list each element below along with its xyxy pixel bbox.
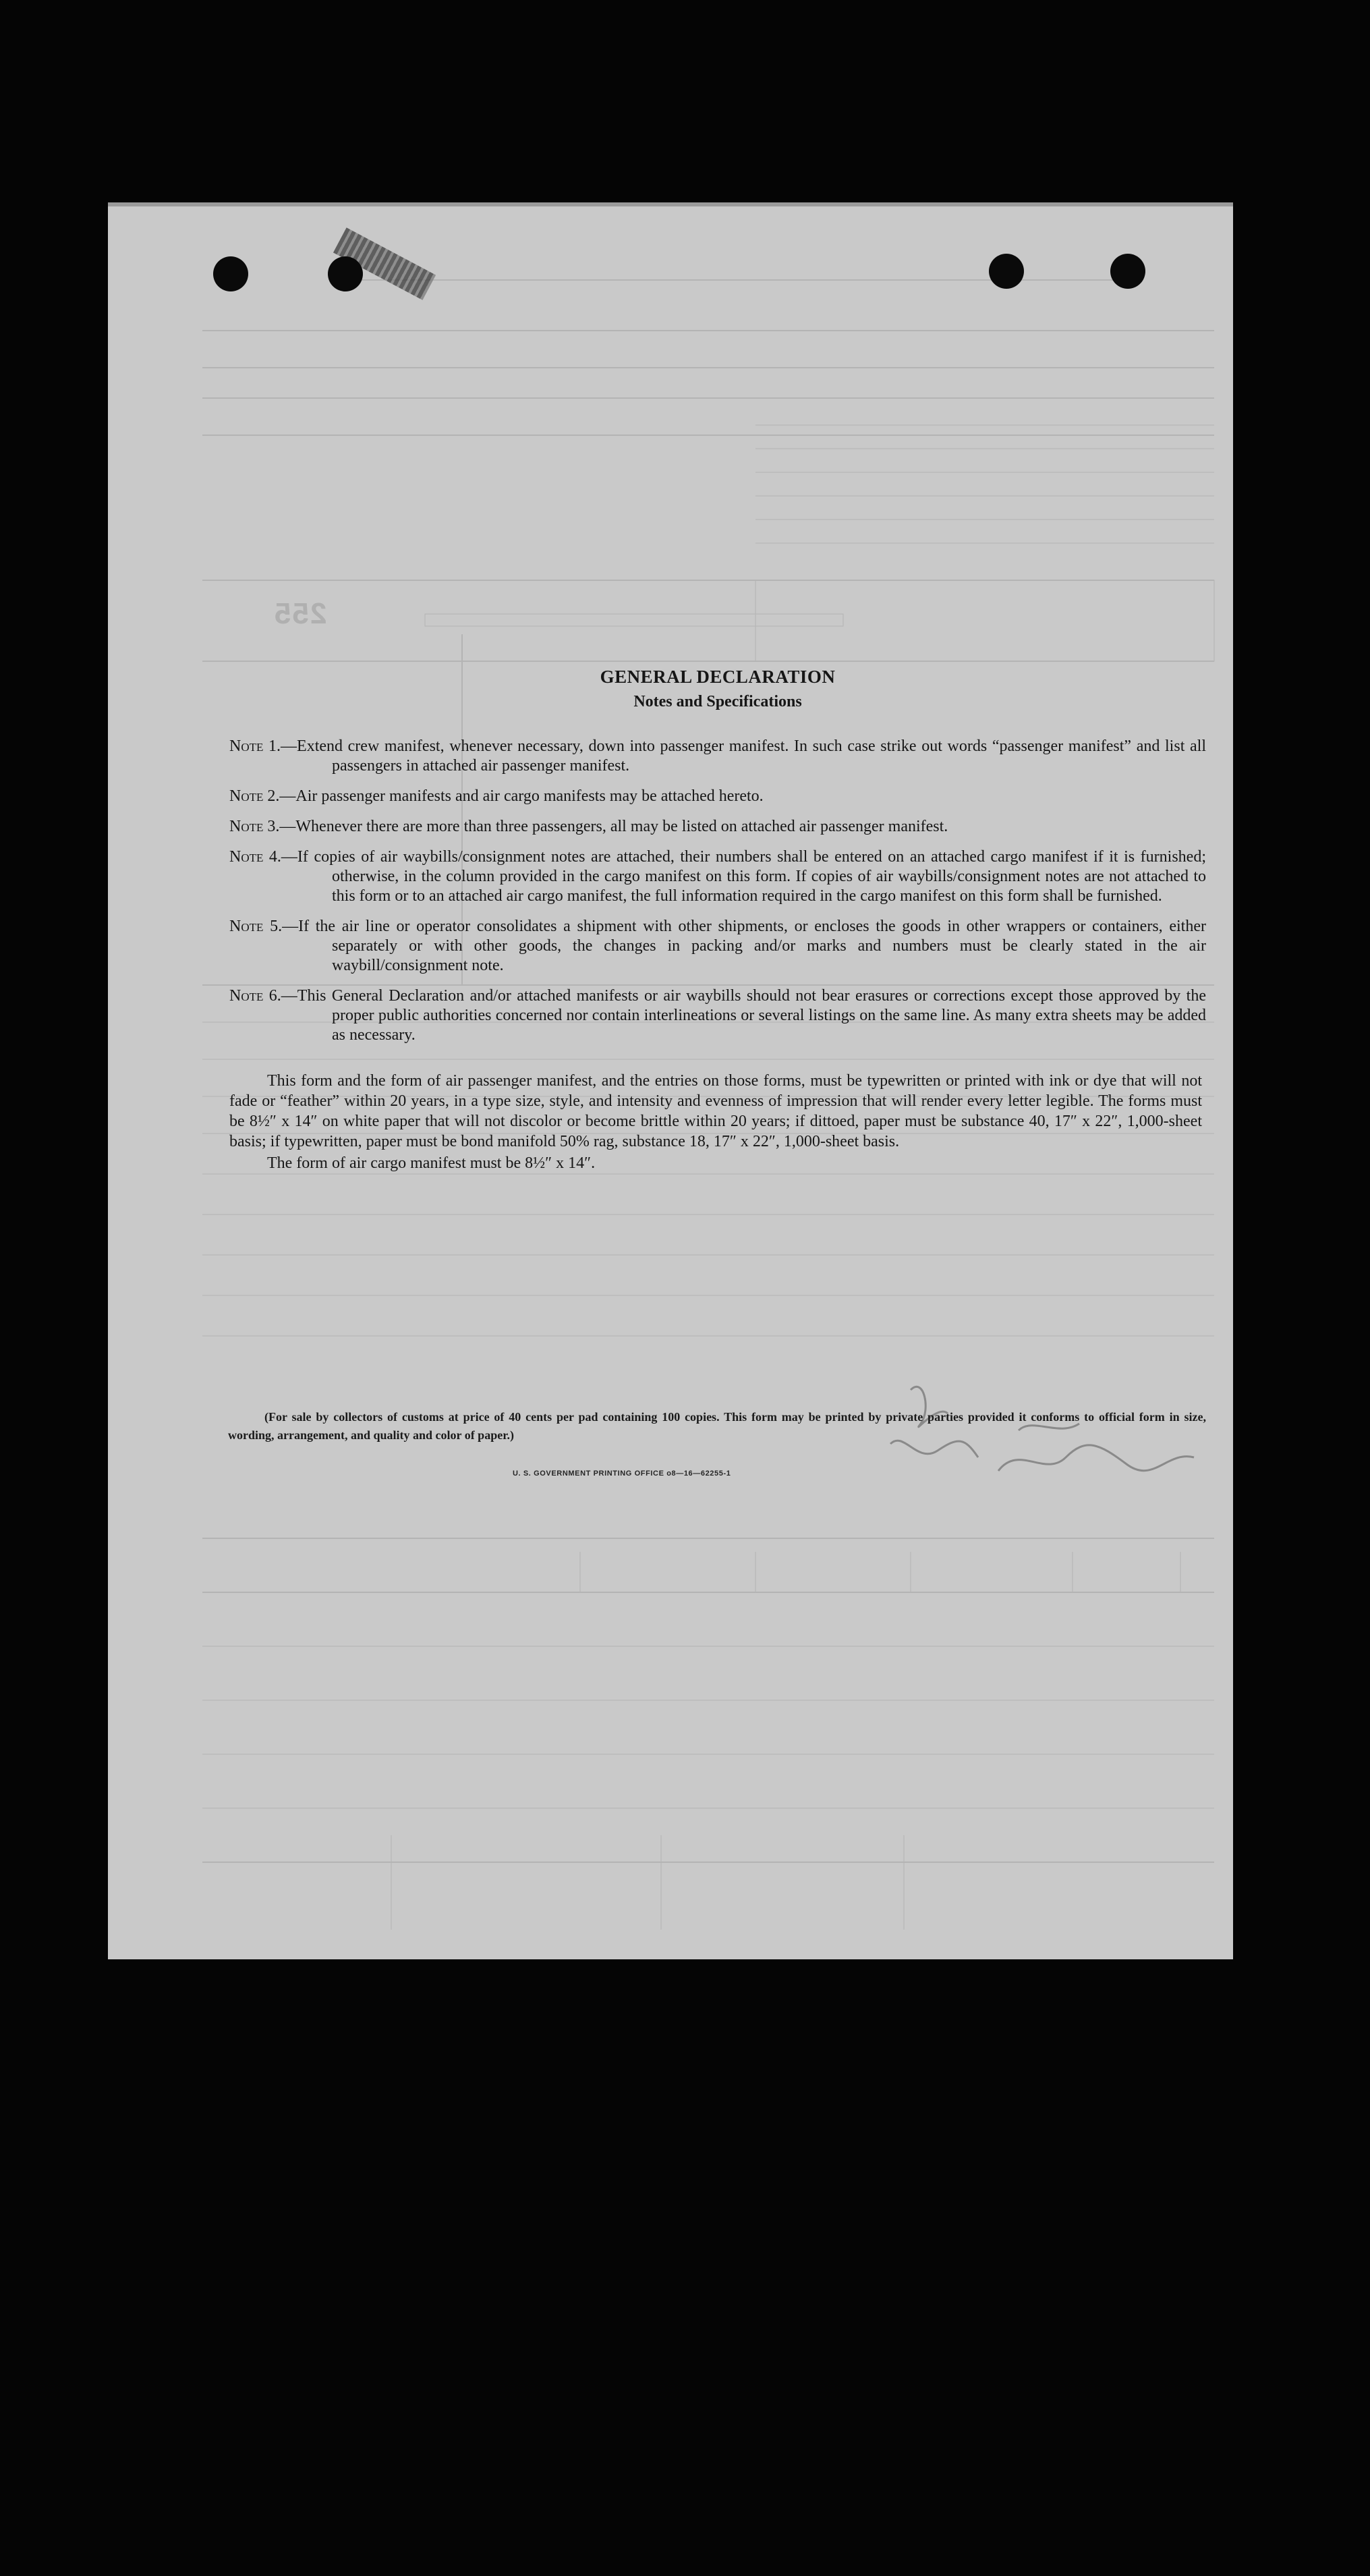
note-item (229, 787, 1206, 806)
note-item (229, 917, 1206, 976)
note-label: Note 5. (229, 918, 283, 935)
note-text: —If the air line or operator consolidates a shipment with other shipments, or encloses the goods in other wrappers or containers, either separately or with other goods, the changes in packing and/or marks and numbers must be clearly stated in the air waybill/consignment note. (282, 918, 1206, 974)
note-label: Note 2. (229, 787, 280, 805)
sale-notice: (For sale by collectors of customs at price of 40 cents per pad containing 100 copies. This form may be printed by private parties provided it conforms to official form in size, wording, arrangement, and quality and color of paper.) (228, 1410, 1206, 1442)
punch-hole-left-2 (328, 256, 363, 291)
note-text: —Air passenger manifests and air cargo manifests may be attached hereto. (279, 787, 764, 805)
general-declaration-notes (229, 667, 1206, 1173)
paper-requirements-paragraph: This form and the form of air passenger manifest, and the entries on those forms, must be typewritten or printed with ink or dye that will not fade or “feather” within 20 years, in a type size, style, and intensity and evenness of impression that will render every letter legible. The forms must be 8½″ x 14″ on white paper that will not discolor or become brittle within 20 years; if dittoed, paper must be substance 40, 17″ x 22″, 1,000-sheet basis; if typewritten, paper must be bond manifold 50% rag, substance 18, 17″ x 22″, 1,000-sheet basis. (229, 1072, 1202, 1150)
document-subtitle: Notes and Specifications (633, 693, 802, 710)
note-item (229, 817, 1206, 837)
punch-hole-left-1 (213, 256, 248, 291)
document-title: GENERAL DECLARATION (600, 667, 836, 687)
punch-hole-right-2 (1110, 254, 1145, 289)
note-label: Note 1. (229, 737, 281, 755)
note-item (229, 737, 1206, 776)
note-label: Note 4. (229, 848, 281, 866)
bleed-through-form-number: 255 (273, 597, 327, 630)
note-text: —Whenever there are more than three passengers, all may be listed on attached air passenger manifest. (279, 818, 948, 835)
note-text: —If copies of air waybills/consignment notes are attached, their numbers shall be entered on an attached cargo manifest if it is furnished; otherwise, in the column provided in the cargo manifest on this form. If copies of air waybills/consignment notes are not attached to this form or to an attached air cargo manifest, the full information required in the cargo manifest on this form shall be furnished. (281, 848, 1206, 905)
note-item (229, 847, 1206, 906)
note-label: Note 6. (229, 987, 281, 1005)
printing-office-line: U. S. GOVERNMENT PRINTING OFFICE o8—16—62255-1 (513, 1469, 731, 1478)
note-text: —This General Declaration and/or attached manifests or air waybills should not bear erasures or corrections except those approved by the proper public authorities concerned nor contain interlineations or several listings on the same line. As many extra sheets may be added as necessary. (281, 987, 1207, 1044)
note-label: Note 3. (229, 818, 280, 835)
punch-hole-right-1 (989, 254, 1024, 289)
document-page (108, 202, 1233, 1959)
cargo-manifest-size-line: The form of air cargo manifest must be 8½″ x 14″. (267, 1154, 596, 1172)
note-text: —Extend crew manifest, whenever necessary, down into passenger manifest. In such case strike out words “passenger manifest” and list all passengers in attached air passenger manifest. (281, 737, 1206, 775)
note-item (229, 986, 1206, 1045)
